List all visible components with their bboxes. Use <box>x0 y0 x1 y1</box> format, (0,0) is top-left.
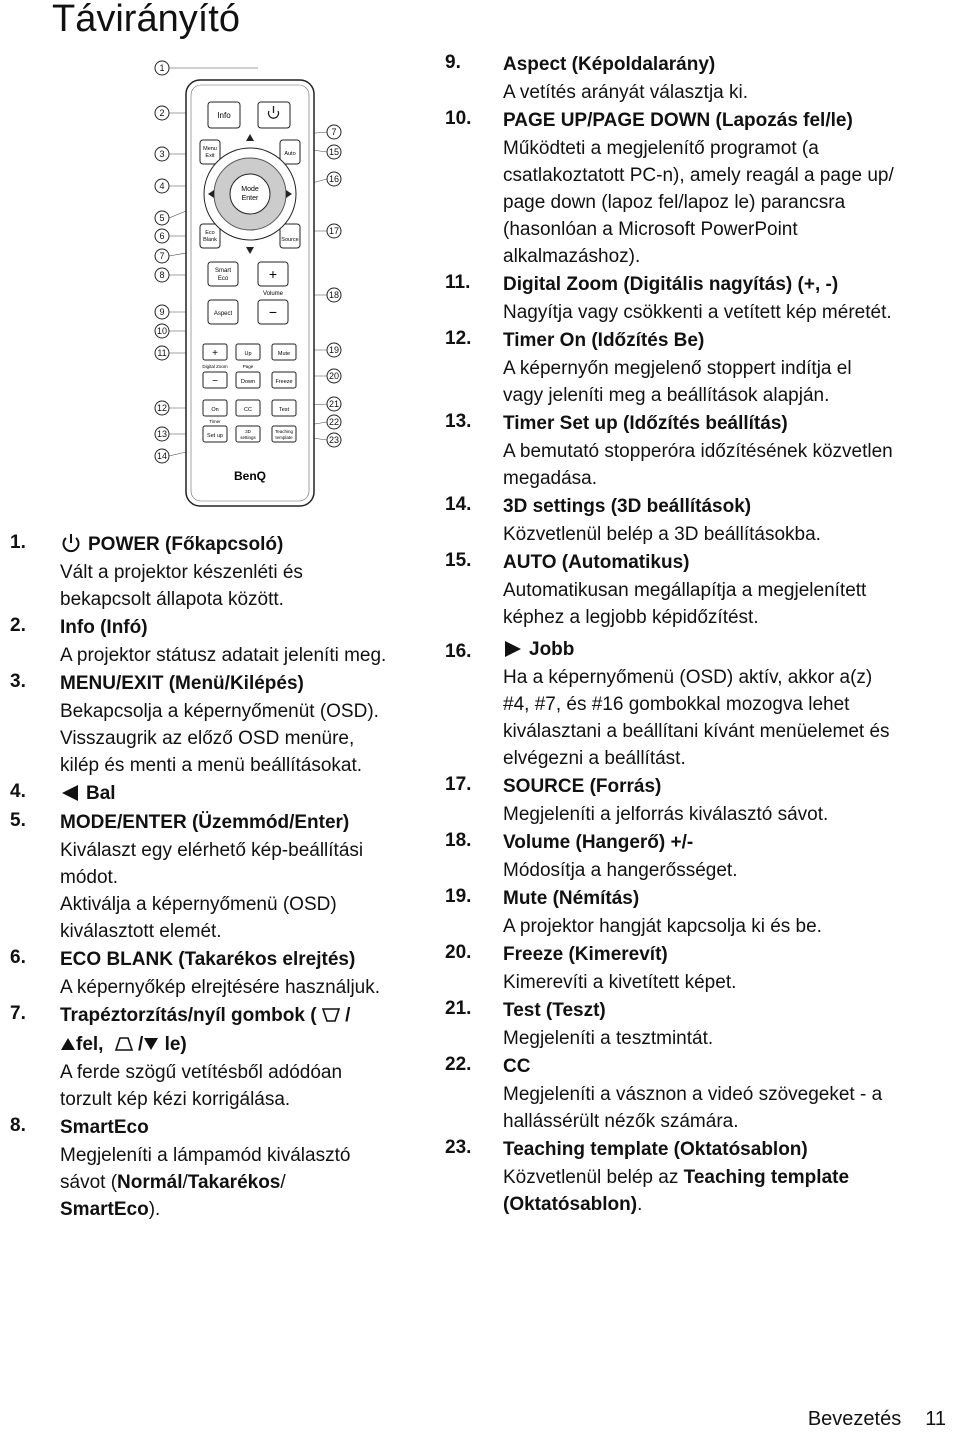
svg-text:Enter: Enter <box>241 195 259 202</box>
svg-text:Freeze: Freeze <box>275 379 293 385</box>
callout-2: 2 <box>159 108 165 118</box>
remote-control-illustration <box>148 48 348 518</box>
page-title: Távirányító <box>52 0 240 40</box>
item-7: 7. Trapéztorzítás/nyíl gombok ( / fel, / le) A ferde szögű vetítésből adódóan torzult kép kézi korrigálása. <box>10 1003 351 1110</box>
item-8: 8. SmartEco Megjeleníti a lámpamód kiválasztó sávot (Normál/Takarékos/ SmartEco). <box>10 1115 351 1220</box>
svg-text:Exit: Exit <box>205 153 215 159</box>
item-19: 19. Mute (Némítás) A projektor hangját kapcsolja ki és be. <box>445 886 822 937</box>
item-22: 22. CC Megjeleníti a vásznon a videó szövegeket - a hallássérült nézők számára. <box>445 1054 883 1132</box>
item-11: 11. Digital Zoom (Digitális nagyítás) (+, -) Nagyítja vagy csökkenti a vetített kép méretét. <box>445 272 892 323</box>
svg-text:Down: Down <box>240 379 256 385</box>
svg-text:Timer: Timer <box>209 419 221 424</box>
callout-15: 15 <box>328 147 340 157</box>
item-20: 20. Freeze (Kimerevít) Kimerevíti a kivetített képet. <box>445 942 737 993</box>
callout-9: 9 <box>159 307 165 317</box>
item-5: 5. MODE/ENTER (Üzemmód/Enter) Kiválaszt egy elérhető kép-beállítási módot. Aktiválja a képernyőmenü (OSD) kiválasztott elemét. <box>10 810 364 942</box>
svg-text:Source: Source <box>281 237 299 243</box>
svg-text:CC: CC <box>244 407 252 413</box>
item-6: 6. ECO BLANK (Takarékos elrejtés) A képernyőkép elrejtésére használjuk. <box>10 947 381 998</box>
svg-text:Auto: Auto <box>284 151 296 157</box>
item-21: 21. Test (Teszt) Megjeleníti a tesztmintát. <box>445 998 714 1049</box>
callout-10: 10 <box>156 326 168 336</box>
svg-text:Set up: Set up <box>207 433 223 439</box>
svg-text:Volume: Volume <box>262 291 284 297</box>
svg-text:Smart: Smart <box>214 268 232 274</box>
power-icon <box>60 532 82 554</box>
callout-16: 16 <box>328 174 340 184</box>
item-18: 18. Volume (Hangerő) +/- Módosítja a hangerősséget. <box>445 830 738 881</box>
callout-12: 12 <box>156 403 168 413</box>
svg-text:Up: Up <box>244 351 252 357</box>
right-arrow-icon <box>503 641 523 657</box>
svg-text:settings: settings <box>240 435 256 440</box>
callout-23: 23 <box>328 435 340 445</box>
callout-14: 14 <box>156 451 168 461</box>
callout-11: 11 <box>157 348 167 358</box>
callout-22: 22 <box>328 417 340 427</box>
svg-text:Blank: Blank <box>203 237 217 243</box>
svg-text:+: + <box>268 266 278 282</box>
svg-text:Mode: Mode <box>241 186 259 193</box>
svg-text:−: − <box>212 376 218 387</box>
callout-4: 4 <box>159 181 165 191</box>
callout-17: 17 <box>328 226 340 236</box>
item-10: 10. PAGE UP/PAGE DOWN (Lapozás fel/le) Működteti a megjelenítő programot (a csatlakoztatott PC-n), amely reagál a page up/ page down (lapoz fel/lapoz le) parancsra (hasonlóan a Microsoft PowerPoint alkalmazáshoz). <box>445 108 894 267</box>
down-arrow-icon <box>143 1037 159 1051</box>
item-1: 1. POWER (Főkapcsoló) Vált a projektor készenléti és bekapcsolt állapota között. <box>10 532 303 610</box>
callout-13: 13 <box>156 429 168 439</box>
up-arrow-icon <box>60 1037 76 1051</box>
item-13: 13. Timer Set up (Időzítés beállítás) A bemutató stopperóra időzítésének közvetlen megadása. <box>445 411 893 489</box>
item-23: 23. Teaching template (Oktatósablon) Közvetlenül belép az Teaching template (Oktatósablon). <box>445 1137 850 1215</box>
item-4: 4. Bal <box>10 781 116 804</box>
item-3: 3. MENU/EXIT (Menü/Kilépés) Bekapcsolja a képernyőmenüt (OSD). Visszaugrik az előző OSD menüre, kilép és menti a menü beállításokat. <box>10 671 379 776</box>
left-column <box>10 530 440 1223</box>
left-arrow-icon <box>60 785 80 801</box>
svg-text:Page: Page <box>242 364 254 369</box>
callout-21: 21 <box>328 399 340 409</box>
svg-text:Teaching: Teaching <box>274 429 294 434</box>
callout-20: 20 <box>328 371 340 381</box>
keystone-top-icon <box>322 1007 340 1023</box>
callout-3: 3 <box>159 149 165 159</box>
item-14: 14. 3D settings (3D beállítások) Közvetlenül belép a 3D beállításokba. <box>445 494 821 545</box>
svg-text:3D: 3D <box>245 429 251 434</box>
svg-text:Test: Test <box>278 407 290 413</box>
item-17: 17. SOURCE (Forrás) Megjeleníti a jelforrás kiválasztó sávot. <box>445 774 829 825</box>
svg-text:template: template <box>275 435 293 440</box>
callout-7: 7 <box>159 251 165 261</box>
svg-text:Eco: Eco <box>205 230 215 236</box>
item-9: 9. Aspect (Képoldalarány) A vetítés arányát választja ki. <box>445 52 749 103</box>
svg-text:Menu: Menu <box>203 146 217 152</box>
svg-text:Digital Zoom: Digital Zoom <box>202 364 228 369</box>
svg-text:Mute: Mute <box>277 351 291 357</box>
item-16: 16. Jobb Ha a képernyőmenü (OSD) aktív, akkor a(z) #4, #7, és #16 gombokkal mozogva lehet kiválasztani a beállítani kívánt menüelemet és elvégezni a beállítást. <box>445 639 890 769</box>
info-key: Info <box>217 111 231 120</box>
callout-7b: 7 <box>331 127 337 137</box>
callout-8: 8 <box>159 270 165 280</box>
page-footer <box>784 1408 946 1431</box>
item-15: 15. AUTO (Automatikus) Automatikusan megállapítja a megjelenített képhez a legjobb képidőzítést. <box>445 550 867 628</box>
svg-text:−: − <box>268 304 278 320</box>
svg-text:+: + <box>212 348 218 359</box>
right-column <box>445 50 955 1218</box>
callout-1: 1 <box>159 63 165 73</box>
svg-text:Aspect: Aspect <box>213 311 233 317</box>
brand-logo: BenQ <box>233 469 267 483</box>
footer-section: Bevezetés <box>807 1408 902 1430</box>
svg-text:On: On <box>211 407 219 413</box>
callout-19: 19 <box>328 345 340 355</box>
callout-18: 18 <box>328 290 340 300</box>
svg-text:Eco: Eco <box>217 276 229 282</box>
item-12: 12. Timer On (Időzítés Be) A képernyőn megjelenő stoppert indítja el vagy jeleníti meg a beállítások alapján. <box>445 328 852 406</box>
item-2: 2. Info (Infó) A projektor státusz adatait jeleníti meg. <box>10 615 387 666</box>
keystone-bottom-icon <box>115 1036 133 1052</box>
callout-6: 6 <box>159 231 165 241</box>
page-number: 11 <box>925 1408 946 1430</box>
callout-5: 5 <box>159 213 165 223</box>
